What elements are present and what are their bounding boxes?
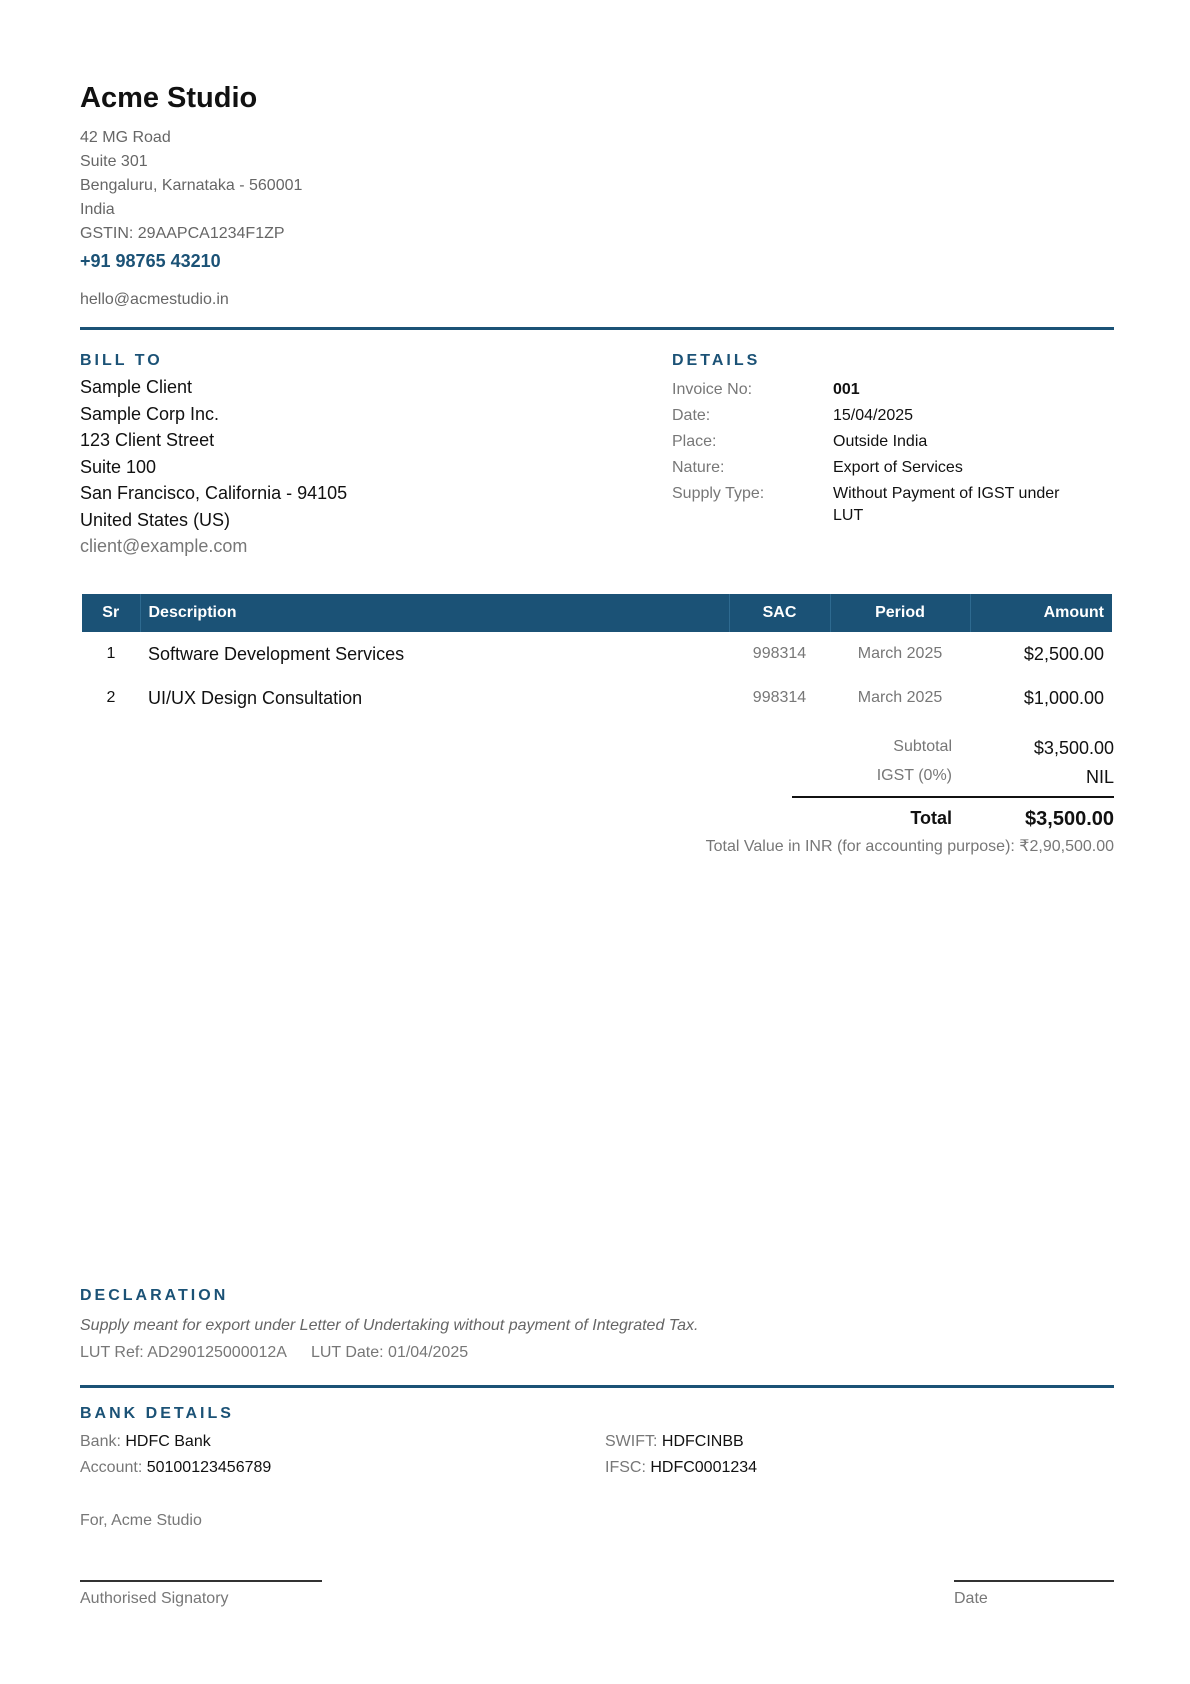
details-section — [672, 352, 1114, 531]
total-row — [792, 808, 1114, 831]
bank-name-field — [80, 1433, 211, 1451]
client-country: United States (US) — [80, 509, 231, 530]
subtotal-value: $3,500.00 — [1033, 738, 1114, 758]
swift-key: SWIFT: — [605, 1433, 662, 1450]
invoice-page — [80, 0, 1114, 1684]
account-number-field — [80, 1459, 271, 1477]
signature-line — [80, 1580, 322, 1582]
bank-details-grid — [80, 1433, 1114, 1487]
lut-info — [80, 1344, 698, 1362]
company-gstin: GSTIN: 29AAPCA1234F1ZP — [80, 225, 285, 242]
authorised-signatory-label: Authorised Signatory — [80, 1590, 229, 1607]
detail-row-supply-type — [672, 483, 1114, 527]
lut-ref: LUT Ref: AD290125000012A — [80, 1344, 287, 1361]
bank-details-section — [80, 1405, 1114, 1487]
company-address-line: Bengaluru, Karnataka - 560001 — [80, 177, 303, 194]
cell-description: UI/UX Design Consultation — [148, 687, 363, 708]
client-company: Sample Corp Inc. — [80, 403, 220, 424]
detail-row-invoice-no — [672, 379, 1114, 401]
column-header-sr: Sr — [82, 594, 140, 632]
declaration-text: Supply meant for export under Letter of Undertaking without payment of Integrated Tax. — [80, 1317, 699, 1334]
swift-field — [605, 1433, 744, 1451]
company-name: Acme Studio — [80, 82, 258, 114]
line-items-table — [82, 594, 1112, 720]
company-address-line: 42 MG Road — [80, 129, 171, 146]
totals-divider — [792, 796, 1114, 798]
tax-label: IGST (0%) — [876, 767, 952, 784]
tax-value: NIL — [1085, 767, 1114, 787]
detail-key: Invoice No: — [672, 381, 753, 398]
bill-to-section — [80, 352, 640, 560]
column-header-sac: SAC — [729, 594, 830, 632]
cell-sac: 998314 — [752, 645, 807, 662]
client-address-line: Suite 100 — [80, 456, 157, 477]
tax-row — [792, 767, 1114, 788]
swift-value: HDFCINBB — [661, 1433, 744, 1450]
declaration-divider — [80, 1385, 1114, 1388]
invoice-number: 001 — [833, 381, 860, 398]
company-phone: +91 98765 43210 — [80, 251, 221, 271]
for-company-line: For, Acme Studio — [80, 1512, 202, 1529]
cell-amount: $1,000.00 — [1023, 687, 1104, 708]
subtotal-row — [792, 738, 1114, 759]
date-line — [954, 1580, 1114, 1582]
company-address — [80, 126, 302, 246]
bill-to-label: BILL TO — [80, 352, 163, 369]
details-label: DETAILS — [672, 352, 761, 369]
detail-key: Date: — [672, 407, 711, 424]
signature-date-label: Date — [954, 1590, 988, 1607]
company-address-line: India — [80, 201, 115, 218]
inr-total-note: Total Value in INR (for accounting purpose): ₹2,90,500.00 — [705, 838, 1114, 855]
table-row — [82, 676, 1112, 720]
account-value: 50100123456789 — [146, 1459, 272, 1476]
column-header-amount: Amount — [970, 594, 1112, 632]
client-email: client@example.com — [80, 536, 248, 556]
cell-period: March 2025 — [857, 689, 943, 706]
detail-key: Place: — [672, 433, 717, 450]
client-address-line: 123 Client Street — [80, 430, 215, 450]
total-label: Total — [910, 808, 952, 828]
account-key: Account: — [80, 1459, 147, 1476]
company-address-line: Suite 301 — [80, 153, 148, 170]
detail-key: Supply Type: — [672, 485, 765, 502]
detail-row-place — [672, 431, 1114, 453]
supply-nature: Export of Services — [833, 459, 963, 476]
detail-key: Nature: — [672, 459, 725, 476]
bank-name-value: HDFC Bank — [125, 1433, 211, 1450]
detail-row-nature — [672, 457, 1114, 479]
declaration-section — [80, 1287, 698, 1362]
cell-period: March 2025 — [857, 645, 943, 662]
cell-sac: 998314 — [752, 689, 807, 706]
client-name: Sample Client — [80, 377, 193, 397]
column-header-period: Period — [830, 594, 970, 632]
declaration-label: DECLARATION — [80, 1287, 229, 1304]
ifsc-value: HDFC0001234 — [650, 1459, 758, 1476]
supply-type: Without Payment of IGST under LUT — [833, 485, 1060, 524]
subtotal-label: Subtotal — [893, 738, 952, 755]
place-of-supply: Outside India — [833, 433, 928, 450]
ifsc-field — [605, 1459, 757, 1477]
cell-description: Software Development Services — [148, 643, 405, 664]
cell-amount: $2,500.00 — [1023, 643, 1104, 664]
cell-sr: 2 — [106, 689, 116, 706]
company-email: hello@acmestudio.in — [80, 291, 229, 308]
lut-date: LUT Date: 01/04/2025 — [310, 1344, 469, 1361]
table-header-row — [82, 594, 1112, 632]
total-value: $3,500.00 — [1025, 808, 1114, 830]
detail-row-date — [672, 405, 1114, 427]
client-address-line: San Francisco, California - 94105 — [80, 483, 348, 503]
cell-sr: 1 — [106, 645, 116, 662]
ifsc-key: IFSC: — [605, 1459, 651, 1476]
invoice-date: 15/04/2025 — [833, 407, 914, 424]
table-row — [82, 632, 1112, 676]
header-divider — [80, 327, 1114, 330]
bank-name-key: Bank: — [80, 1433, 126, 1450]
bank-details-label: BANK DETAILS — [80, 1405, 234, 1422]
column-header-description: Description — [140, 594, 729, 632]
